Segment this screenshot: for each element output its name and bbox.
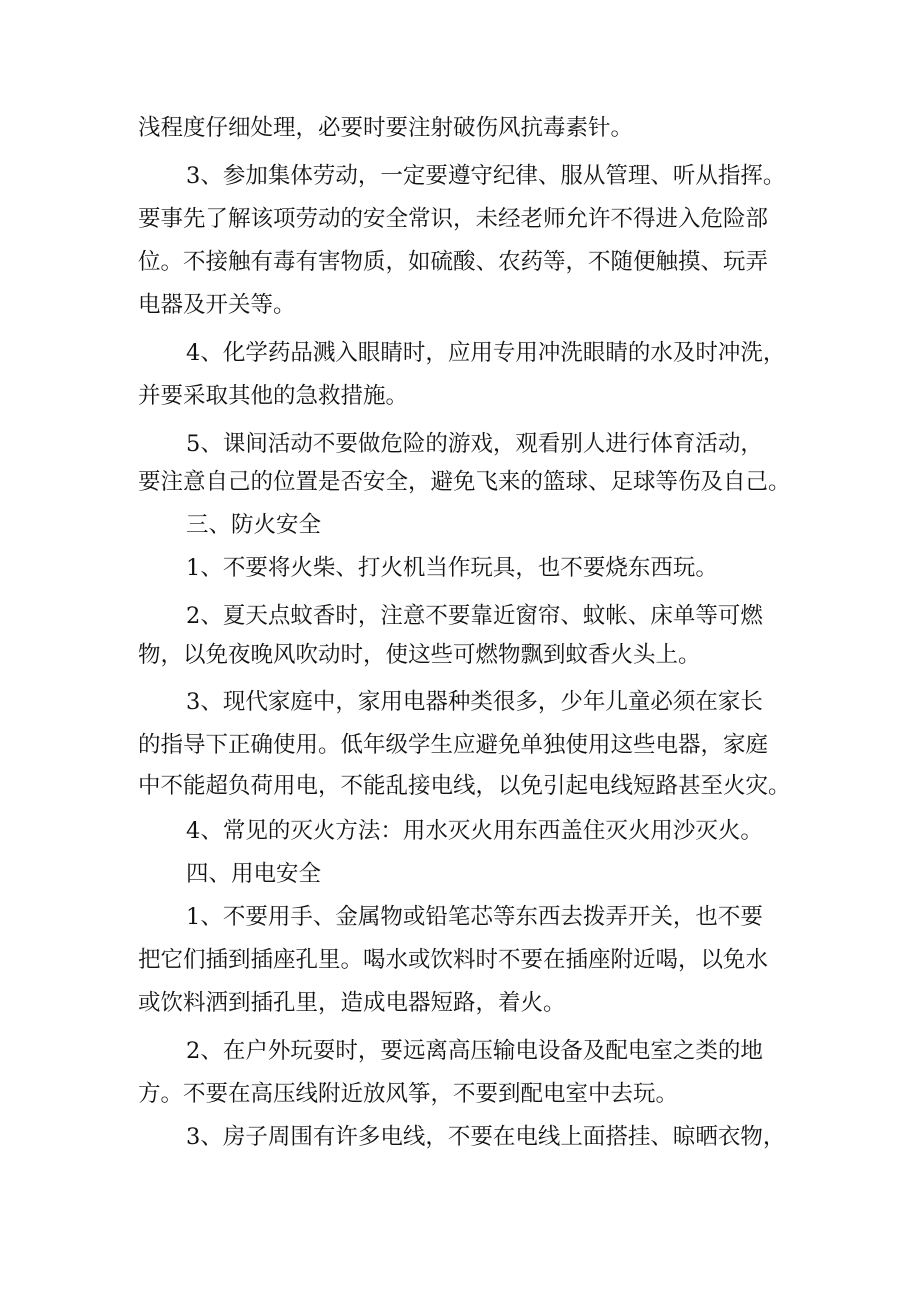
text-line: 浅程度仔细处理，必要时要注射破伤风抗毒素针。	[138, 115, 634, 141]
section-heading: 三、防火安全	[186, 512, 322, 538]
text-line: 并要采取其他的急救措施。	[138, 383, 409, 409]
section-heading: 四、用电安全	[186, 861, 322, 887]
text-line: 把它们插到插座孔里。喝水或饮料时不要在插座附近喝，以免水	[138, 947, 769, 973]
text-line: 的指导下正确使用。低年级学生应避免单独使用这些电器，家庭	[138, 732, 769, 758]
text-line: 4、常见的灭火方法：用水灭火用东西盖住灭火用沙灭火。	[186, 818, 763, 844]
text-line: 2、夏天点蚊香时，注意不要靠近窗帘、蚊帐、床单等可燃	[186, 603, 763, 629]
text-line: 3、参加集体劳动，一定要遵守纪律、服从管理、听从指挥。	[186, 163, 786, 189]
text-line: 要事先了解该项劳动的安全常识，未经老师允许不得进入危险部	[138, 206, 769, 232]
text-line: 4、化学药品溅入眼睛时，应用专用冲洗眼睛的水及时冲洗，	[186, 340, 786, 366]
text-line: 3、房子周围有许多电线，不要在电线上面搭挂、晾晒衣物，	[186, 1124, 786, 1150]
text-line: 5、课间活动不要做危险的游戏，观看别人进行体育活动，	[186, 431, 763, 457]
text-line: 1、不要用手、金属物或铅笔芯等东西去拨弄开关，也不要	[186, 904, 763, 930]
text-line: 要注意自己的位置是否安全，避免飞来的篮球、足球等伤及自己。	[138, 469, 791, 495]
text-line: 或饮料洒到插孔里，造成电器短路，着火。	[138, 990, 566, 1016]
text-line: 1、不要将火柴、打火机当作玩具，也不要烧东西玩。	[186, 555, 718, 581]
text-line: 3、现代家庭中，家用电器种类很多，少年儿童必须在家长	[186, 689, 763, 715]
text-line: 电器及开关等。	[138, 292, 296, 318]
text-line: 位。不接触有毒有害物质，如硫酸、农药等，不随便触摸、玩弄	[138, 249, 769, 275]
text-line: 物，以免夜晚风吹动时，使这些可燃物飘到蚊香火头上。	[138, 642, 701, 668]
text-line: 中不能超负荷用电，不能乱接电线，以免引起电线短路甚至火灾。	[138, 773, 791, 799]
text-line: 方。不要在高压线附近放风筝，不要到配电室中去玩。	[138, 1081, 679, 1107]
text-line: 2、在户外玩耍时，要远离高压输电设备及配电室之类的地	[186, 1038, 763, 1064]
